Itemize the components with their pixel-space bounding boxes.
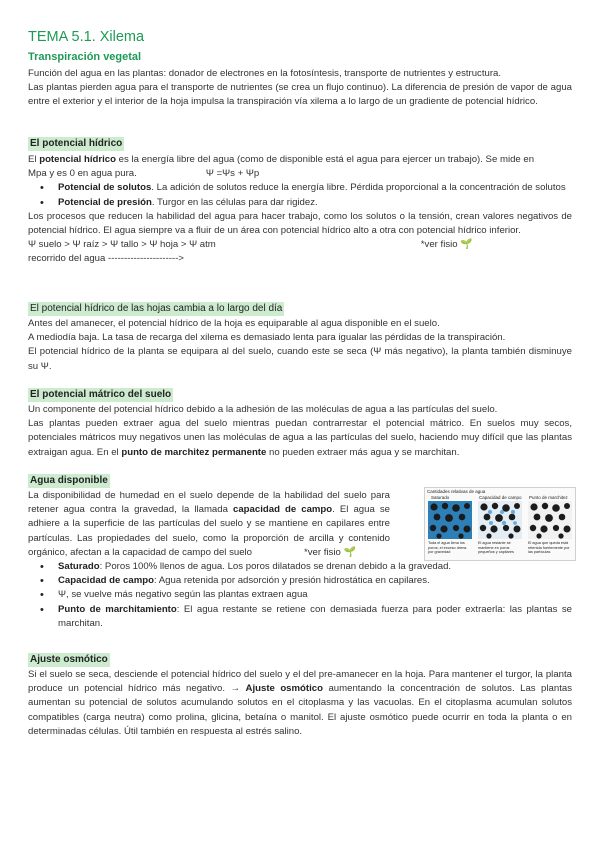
- figure-caption: Cantidades relativas de agua: [427, 489, 486, 494]
- disponible-paragraph-block: [28, 489, 390, 560]
- matrico-line-1: Un componente del potencial hídrico debido a la adhesión de las moléculas de agua a las partículas del suelo.: [28, 404, 498, 415]
- text-run: . El agua se adhiere a la superficie de las partículas del suelo y se mantiene en capilares entre partículas. Las propiedades del suelo, como la proporción de arcilla y contenido orgánico, afectan a la capacidad de campo del suelo: [28, 504, 390, 558]
- potential-gradient: Ψ suelo > Ψ raíz > Ψ tallo > Ψ hoja > Ψ atm: [28, 239, 216, 251]
- text-run: : Poros 100% llenos de agua. Los poros dilatados se drenan debido a la gravedad.: [99, 561, 452, 572]
- text-run: no pueden extraer más agua y se marchitan.: [266, 446, 460, 458]
- disponible-list-block: [28, 560, 572, 631]
- text-run: es la energía libre del agua (como de disponible está el agua para ejercer un trabajo). Se mide en: [115, 154, 535, 165]
- list-item: [28, 560, 572, 574]
- heading-potencial-hojas: El potencial hídrico de las hojas cambia a lo largo del día: [30, 303, 283, 314]
- disponible-paragraph: [28, 489, 390, 560]
- text-run: El: [28, 154, 40, 165]
- figure-label-marchitez: Punto de marchitez: [529, 495, 568, 500]
- osmotico-paragraph: [28, 668, 572, 739]
- text-run: Ψ, se vuelve más negativo según las plantas extraen agua: [58, 589, 308, 601]
- text-run: . La adición de solutos reduce la energía libre. Pérdida proporcional a la concentración de solutos: [151, 182, 566, 194]
- figure-note-capacidad: El agua restante se mantiene en poros pequeños y capilares: [478, 541, 514, 554]
- potencial-definition: [28, 153, 572, 167]
- soil-water-figure: [424, 487, 576, 561]
- term-capacidad-campo: capacidad de campo: [233, 504, 333, 516]
- potencial-units-line: [28, 167, 572, 181]
- gradient-line: [28, 238, 572, 252]
- text-run: Si el suelo se seca, desciende el potencial hídrico del suelo y el del pre-amanecer en la hoja. Para mantener el turgor, la planta produce un potencial hídrico más negativo. →: [28, 669, 572, 695]
- term-potencial-hidrico: potencial hídrico: [39, 154, 116, 165]
- seedling-icon: 🌱: [343, 546, 356, 558]
- seedling-icon: 🌱: [460, 239, 473, 251]
- term-punto-marchitez: punto de marchitez permanente: [121, 446, 267, 458]
- hojas-section: [28, 317, 572, 374]
- section-title-transpiracion: Transpiración vegetal: [28, 51, 142, 63]
- potencial-processes-paragraph: Los procesos que reducen la habilidad del agua para hacer trabajo, como los solutos o la tensión, crean valores negativos de potencial hídrico. El agua siempre va a fluir de un área con potencial hídrico alto a otra con potencial hídrico inferior.: [28, 210, 572, 237]
- text-run: : El agua restante se retiene con demasiada fuerza para poder extraerla: las plantas se marchitan.: [58, 603, 572, 629]
- list-item: [28, 196, 572, 210]
- text-run: . Turgor en las células para dar rigidez.: [151, 196, 318, 208]
- term-ajuste-osmotico: Ajuste osmótico: [245, 683, 323, 695]
- figure-note-marchitez: El agua que queda está retenida fuertemente por las partículas: [528, 541, 570, 554]
- term: Saturado: [58, 561, 100, 572]
- osmotico-section: [28, 668, 572, 739]
- term: Potencial de solutos: [58, 182, 152, 194]
- text-run: Mpa y es 0 en agua pura.: [28, 168, 137, 180]
- list-item: [28, 181, 572, 195]
- potencial-section: [28, 153, 572, 267]
- figure-note-saturado: Toda el agua llena los poros; el exceso drena por gravedad: [428, 541, 467, 554]
- intro-paragraph-2: Las plantas pierden agua para el transporte de nutrientes (se crea un flujo continuo). La diferencia de presión de vapor de agua entre el exterior y el interior de la hoja impulsa la transpiración vía xilema a lo largo de un gradiente de potencial hídrico.: [28, 82, 572, 108]
- heading-potencial-hidrico: El potencial hídrico: [30, 138, 123, 149]
- list-item: [28, 603, 572, 631]
- hojas-line-3: El potencial hídrico de la planta se equipara al del suelo, cuando este se seca (Ψ más negativo), la planta también disminuye su Ψ.: [28, 346, 572, 372]
- list-item: [28, 588, 572, 602]
- soil-water-states-list: [28, 560, 572, 631]
- term: Potencial de presión: [58, 196, 152, 208]
- term: Punto de marchitamiento: [58, 603, 177, 615]
- term: Capacidad de campo: [58, 575, 154, 587]
- heading-ajuste-osmotico: Ajuste osmótico: [30, 654, 108, 665]
- hojas-line-2: A mediodía baja. La tasa de recarga del xilema es demasiado lenta para igualar las pérdidas de la transpiración.: [28, 332, 506, 344]
- figure-label-capacidad: Capacidad de campo: [479, 495, 522, 500]
- potencial-components-list: [28, 181, 572, 209]
- page-title: TEMA 5.1. Xilema: [28, 29, 145, 45]
- ver-fisio-note: *ver fisio: [420, 239, 458, 251]
- hojas-line-1: Antes del amanecer, el potencial hídrico de la hoja es equiparable al agua disponible en el suelo.: [28, 318, 440, 329]
- intro-section: [28, 67, 572, 110]
- text-run: aumentando la concentración de solutos. Las plantas aumentan su potencial de solutos acumulando solutos en el citoplasma y las vacuolas. En el citoplasma acumulan solutos compatibles (carga neutra) como prolina, glicina, betaína o manitol. El ajuste osmótico puede ocurrir en toda la planta o en determinadas células. Útil también en respuesta al estrés salino.: [28, 683, 572, 737]
- recorrido-line: recorrido del agua ---------------------->: [28, 253, 184, 265]
- water-potential-formula: Ψ =Ψs + Ψp: [205, 168, 260, 180]
- intro-paragraph-1: Función del agua en las plantas: donador de electrones en la fotosíntesis, transporte de nutrientes y estructura.: [28, 68, 502, 79]
- matrico-section: [28, 403, 572, 460]
- matrico-paragraph: [28, 417, 572, 460]
- heading-agua-disponible: Agua disponible: [30, 475, 108, 486]
- text-run: Las plantas pueden extraer agua del suelo mientras puedan contrarrestar el potencial mátrico. En suelos muy secos, potenciales mátricos muy negativos unen las moléculas de agua a las partículas del suelo, haciendo muy difícil que las plantas extraigan agua. En el: [28, 418, 572, 458]
- list-item: [28, 574, 572, 588]
- ver-fisio-note-2: *ver fisio: [304, 546, 341, 558]
- heading-potencial-matrico: El potencial mátrico del suelo: [30, 389, 172, 400]
- text-run: La disponibilidad de humedad en el suelo depende de la habilidad del suelo para retener agua contra la gravedad, la llamada: [28, 490, 390, 516]
- text-run: : Agua retenida por adsorción y presión hidrostática en capilares.: [153, 575, 430, 587]
- figure-label-saturado: Saturado: [431, 495, 450, 500]
